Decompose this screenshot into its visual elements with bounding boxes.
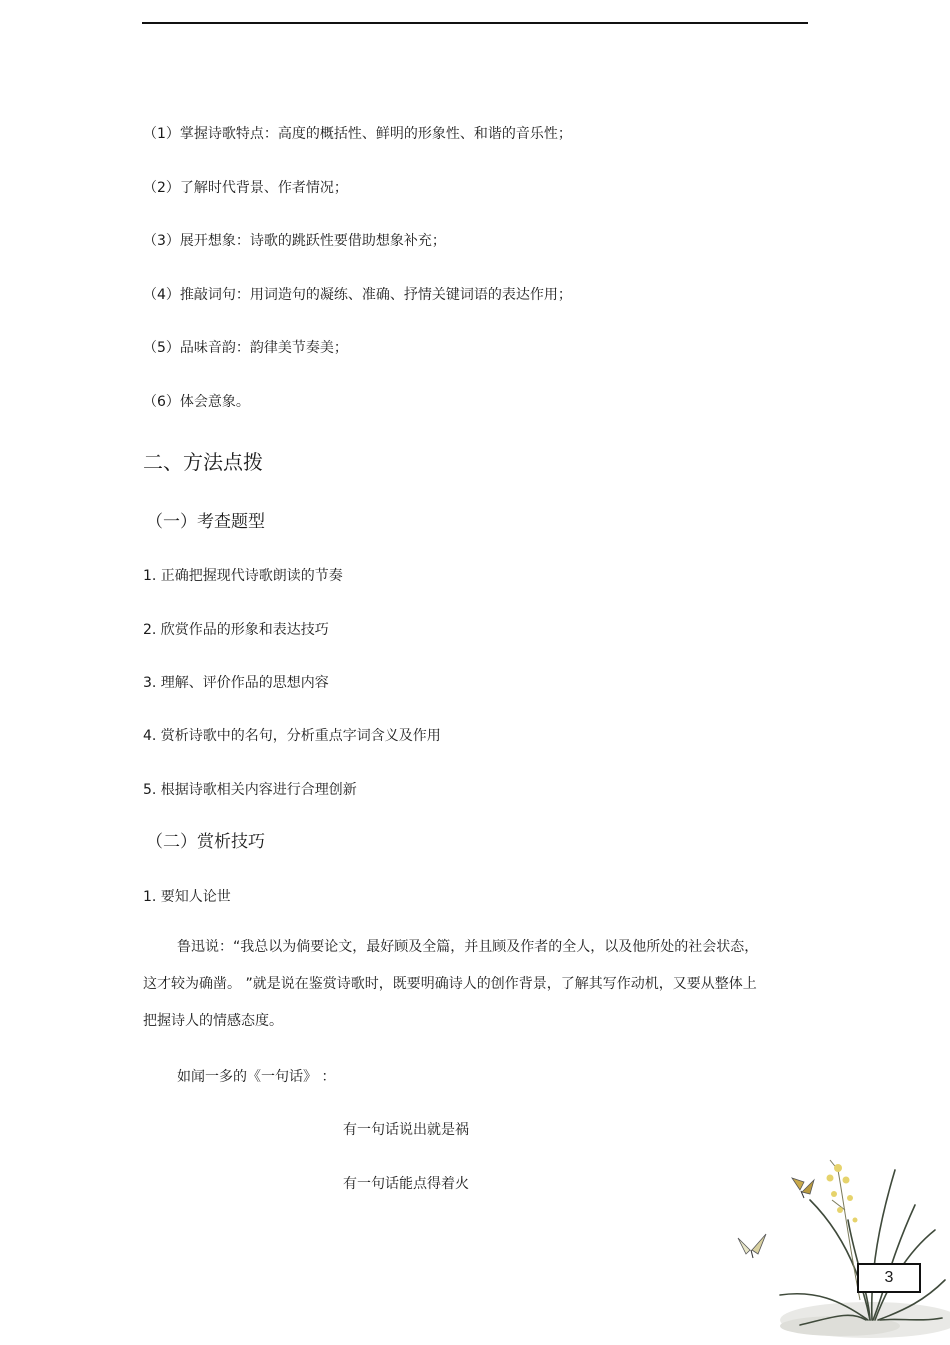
poem-line-2: 有一句话能点得着火 [343, 1176, 469, 1192]
example-intro: 如闻一多的《一句话》 ： [177, 1069, 336, 1085]
quote-paragraph-text: 鲁迅说：“我总以为倘要论文，最好顾及全篇，并且顾及作者的全人，以及他所处的社会状态，这才较为确凿。 ”就是说在鉴赏诗歌时，既要明确诗人的创作背景，了解其写作动机，又要从整体上把握诗人的情感态度。 [143, 939, 759, 1029]
question-type-4: 4. 赏析诗歌中的名句，分析重点字词含义及作用 [143, 728, 441, 744]
question-type-1: 1. 正确把握现代诗歌朗读的节奏 [143, 568, 343, 584]
butterfly-top-icon [792, 1178, 814, 1198]
list-item-imagery: （6）体会意象。 [143, 394, 250, 410]
question-type-5: 5. 根据诗歌相关内容进行合理创新 [143, 782, 357, 798]
list-item-rhythm: （5）品味音韵：韵律美节奏美； [143, 340, 348, 356]
list-item-imagination: （3）展开想象：诗歌的跳跃性要借助想象补充； [143, 233, 446, 249]
question-type-3: 3. 理解、评价作品的思想内容 [143, 675, 329, 691]
poem-line-1: 有一句话说出就是祸 [343, 1122, 469, 1138]
list-item-feature: （1）掌握诗歌特点：高度的概括性、鲜明的形象性、和谐的音乐性； [143, 126, 572, 142]
list-item-wording: （4）推敲词句：用词造句的凝练、准确、抒情关键词语的表达作用； [143, 287, 572, 303]
section-heading-methods: 二、方法点拨 [143, 450, 263, 474]
butterfly-bottom-icon [738, 1234, 766, 1258]
header-rule [142, 22, 808, 24]
subheading-techniques: （二）赏析技巧 [146, 832, 265, 852]
subheading-question-types: （一）考查题型 [146, 512, 265, 532]
quote-paragraph [143, 929, 763, 1040]
tip-heading-context: 1. 要知人论世 [143, 889, 231, 905]
orchid-butterfly-illustration [720, 1150, 950, 1345]
question-type-2: 2. 欣赏作品的形象和表达技巧 [143, 622, 329, 638]
page-number: 3 [857, 1263, 921, 1293]
list-item-background: （2）了解时代背景、作者情况； [143, 180, 348, 196]
